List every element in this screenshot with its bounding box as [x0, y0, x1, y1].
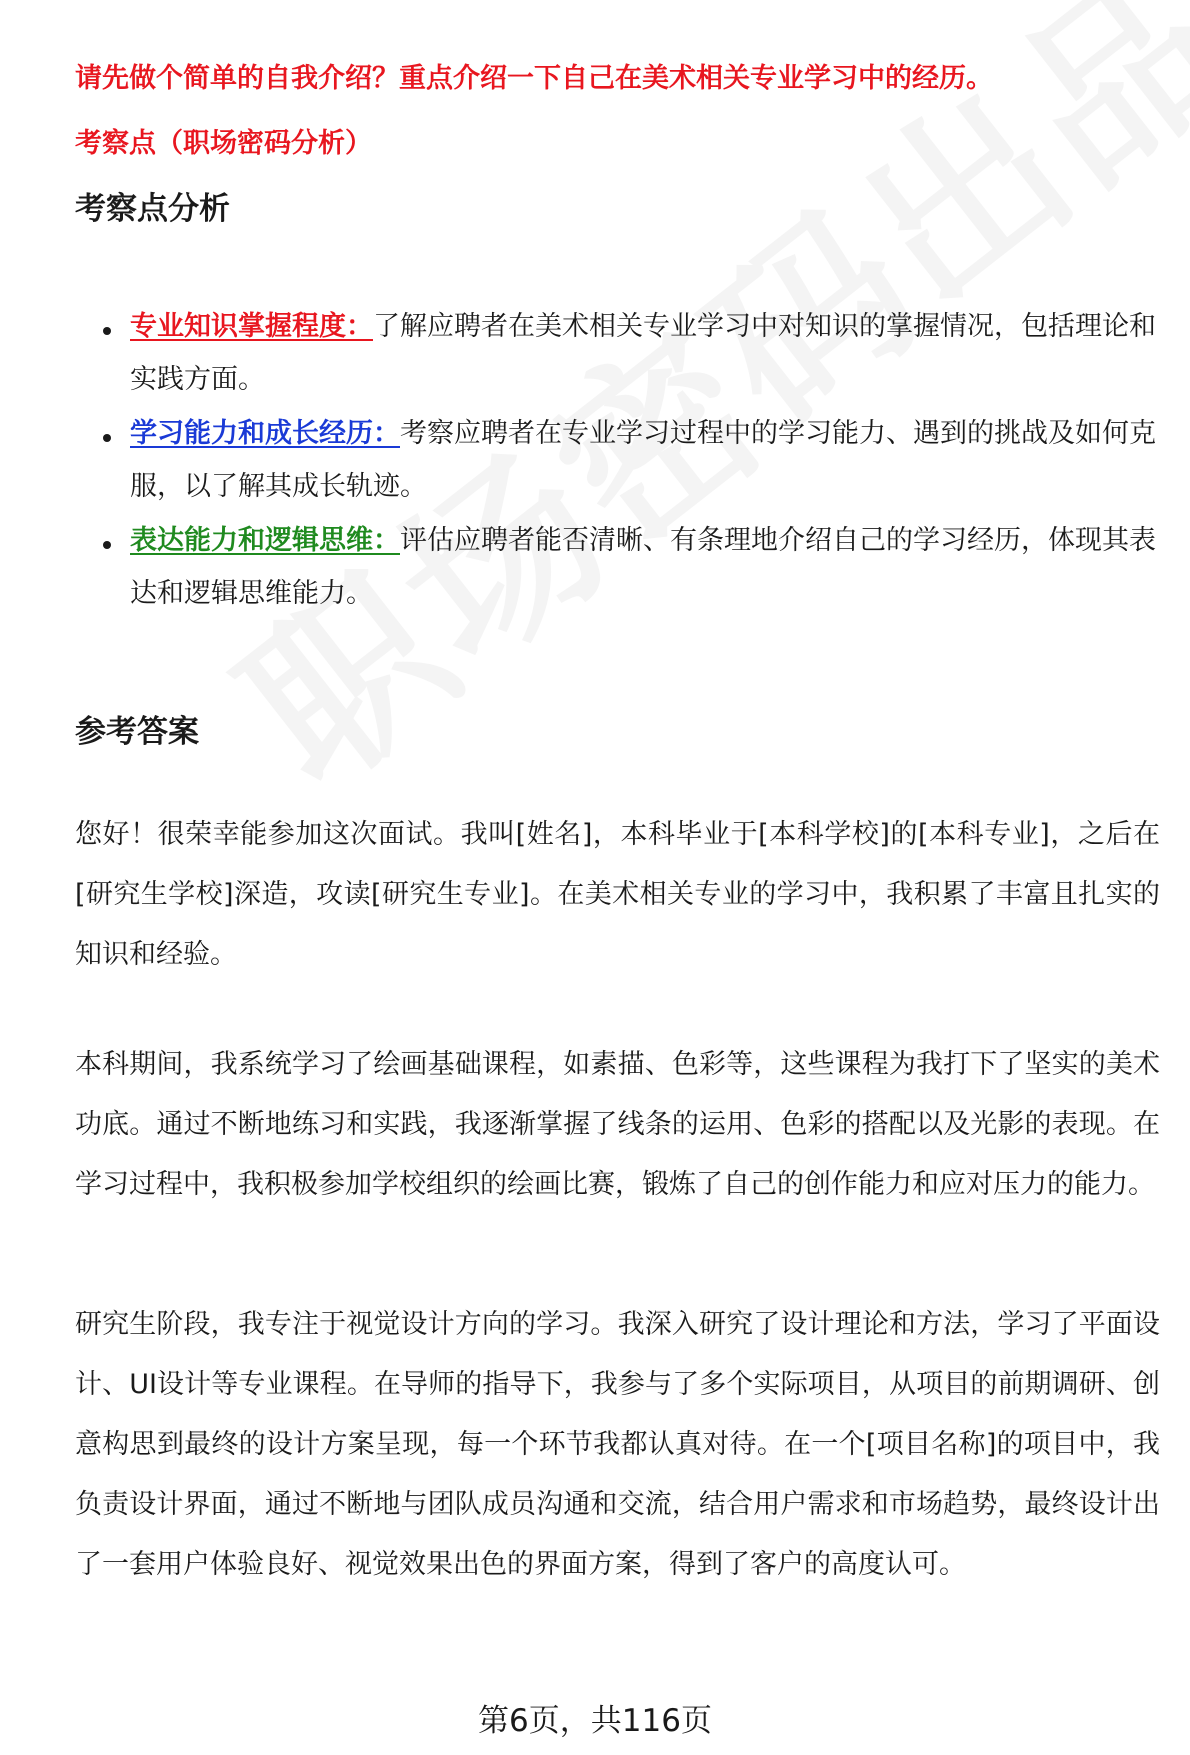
bullet-text: 评估应聘者能否清晰、有条理地介绍自己的学习经历，体现其表达和逻辑思维能力。 [130, 525, 1156, 609]
bullet-text: 了解应聘者在美术相关专业学习中对知识的掌握情况，包括理论和实践方面。 [130, 311, 1156, 395]
bullet-term[interactable]: 学习能力和成长经历： [130, 418, 400, 449]
bullet-dot-icon [103, 327, 111, 335]
answer-paragraph: 研究生阶段，我专注于视觉设计方向的学习。我深入研究了设计理论和方法，学习了平面设计、UI设计等专业课程。在导师的指导下，我参与了多个实际项目，从项目的前期调研、创意构思到最终的设计方案呈现，每一个环节我都认真对待。在一个[项目名称]的项目中，我负责设计界面，通过不断地与团队成员沟通和交流，结合用户需求和市场趋势，最终设计出了一套用户体验良好、视觉效果出色的界面方案，得到了客户的高度认可。 [75, 1309, 1160, 1580]
kaochadian-label: 考察点（职场密码分析） [75, 128, 372, 159]
answer-paragraph: 您好！很荣幸能参加这次面试。我叫[姓名]，本科毕业于[本科学校]的[本科专业]，之后在[研究生学校]深造，攻读[研究生专业]。在美术相关专业的学习中，我积累了丰富且扎实的知识和经验。 [75, 819, 1160, 970]
answer-heading: 参考答案 [75, 714, 199, 750]
bullet-item [75, 514, 1160, 621]
bullet-dot-icon [103, 541, 111, 549]
question-heading: 请先做个简单的自我介绍？重点介绍一下自己在美术相关专业学习中的经历。 [75, 63, 993, 94]
bullet-term[interactable]: 表达能力和逻辑思维： [130, 525, 400, 556]
bullet-text: 考察应聘者在专业学习过程中的学习能力、遇到的挑战及如何克服，以了解其成长轨迹。 [130, 418, 1156, 502]
answer-paragraph: 本科期间，我系统学习了绘画基础课程，如素描、色彩等，这些课程为我打下了坚实的美术功底。通过不断地练习和实践，我逐渐掌握了线条的运用、色彩的搭配以及光影的表现。在学习过程中，我积极参加学校组织的绘画比赛，锻炼了自己的创作能力和应对压力的能力。 [75, 1049, 1160, 1200]
analysis-heading: 考察点分析 [75, 191, 230, 227]
bullet-term[interactable]: 专业知识掌握程度： [130, 311, 373, 342]
bullet-item [75, 407, 1160, 514]
bullet-dot-icon [103, 434, 111, 442]
analysis-bullet-list [75, 300, 1160, 621]
bullet-item [75, 300, 1160, 407]
page-number-footer: 第6页，共116页 [478, 1703, 712, 1739]
